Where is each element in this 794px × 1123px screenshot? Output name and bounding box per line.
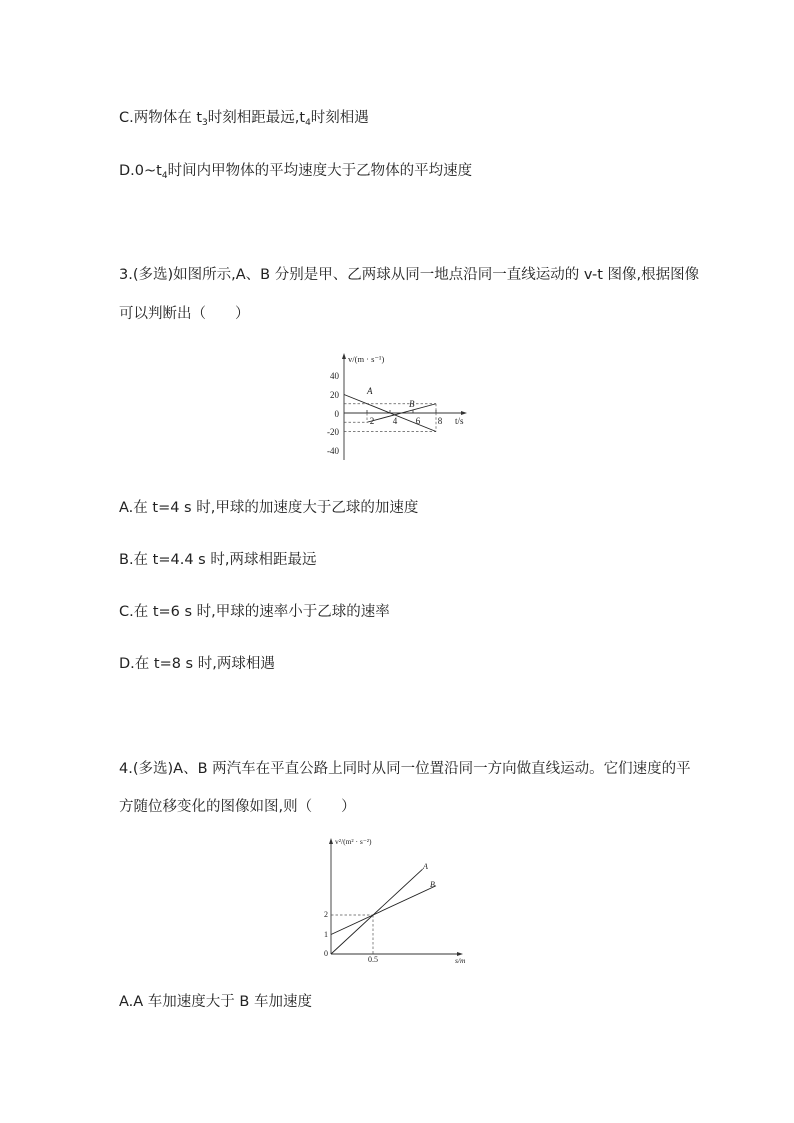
y-tick-label: 0 <box>334 409 339 419</box>
x-axis-label: t/s <box>455 416 464 426</box>
series-label-b: B <box>409 399 415 409</box>
series-label-a: A <box>423 862 428 871</box>
option-text: C.两物体在 t <box>119 110 203 126</box>
y-tick-label: 20 <box>330 390 339 400</box>
q3-option-a: A.在 t=4 s 时,甲球的加速度大于乙球的加速度 <box>119 500 419 516</box>
q4-stem-line1: 4.(多选)A、B 两汽车在平直公路上同时从同一位置沿同一方向做直线运动。它们速度的平 <box>119 761 691 777</box>
y-tick-label: 0 <box>324 949 328 958</box>
series-line-b <box>331 886 436 935</box>
series-label-b: B <box>430 880 435 889</box>
subscript: 4 <box>161 171 168 181</box>
x-tick-label: 8 <box>437 416 443 426</box>
series-line-a <box>331 869 423 954</box>
y-axis-arrow <box>329 838 333 844</box>
v2-s-graph <box>314 834 474 966</box>
x-tick-label: 0.5 <box>368 955 378 964</box>
option-text: 时刻相距最远,t <box>207 110 306 126</box>
x-axis-arrow <box>461 411 467 415</box>
q3-stem-line1: 3.(多选)如图所示,A、B 分别是甲、乙两球从同一地点沿同一直线运动的 v-t 图像,根据图像 <box>119 267 700 283</box>
q4-stem-line2: 方随位移变化的图像如图,则（ ） <box>119 799 356 815</box>
vt-graph <box>318 350 478 462</box>
option-text: 时间内甲物体的平均速度大于乙物体的平均速度 <box>167 163 473 179</box>
y-axis-label: v²/(m² · s⁻²) <box>335 837 372 846</box>
y-tick-label: 40 <box>330 371 339 381</box>
subscript: 3 <box>202 118 208 128</box>
q3-option-d: D.在 t=8 s 时,两球相遇 <box>119 656 275 672</box>
q3-stem-line2: 可以判断出（ ） <box>119 306 250 322</box>
option-c-prev <box>119 106 369 128</box>
q4-option-a: A.A 车加速度大于 B 车加速度 <box>119 994 312 1010</box>
y-axis-arrow <box>342 353 346 359</box>
x-axis-label: s/m <box>455 956 466 965</box>
q3-option-c: C.在 t=6 s 时,甲球的速率小于乙球的速率 <box>119 604 390 620</box>
y-axis-label: v/(m · s⁻¹) <box>348 354 385 364</box>
option-d-prev <box>119 159 472 181</box>
y-tick-label: -40 <box>327 446 339 456</box>
y-tick-label: 2 <box>324 910 328 919</box>
option-text: D.0~t <box>119 163 162 179</box>
x-tick-label: 4 <box>392 416 398 426</box>
series-label-a: A <box>367 386 373 396</box>
q3-option-b: B.在 t=4.4 s 时,两球相距最远 <box>119 552 317 568</box>
option-text: 时刻相遇 <box>310 110 369 126</box>
x-tick-label: 6 <box>415 416 421 426</box>
y-tick-label: 1 <box>324 930 328 939</box>
y-tick-label: -20 <box>327 427 339 437</box>
subscript: 4 <box>305 118 311 128</box>
series-lines <box>331 869 436 954</box>
